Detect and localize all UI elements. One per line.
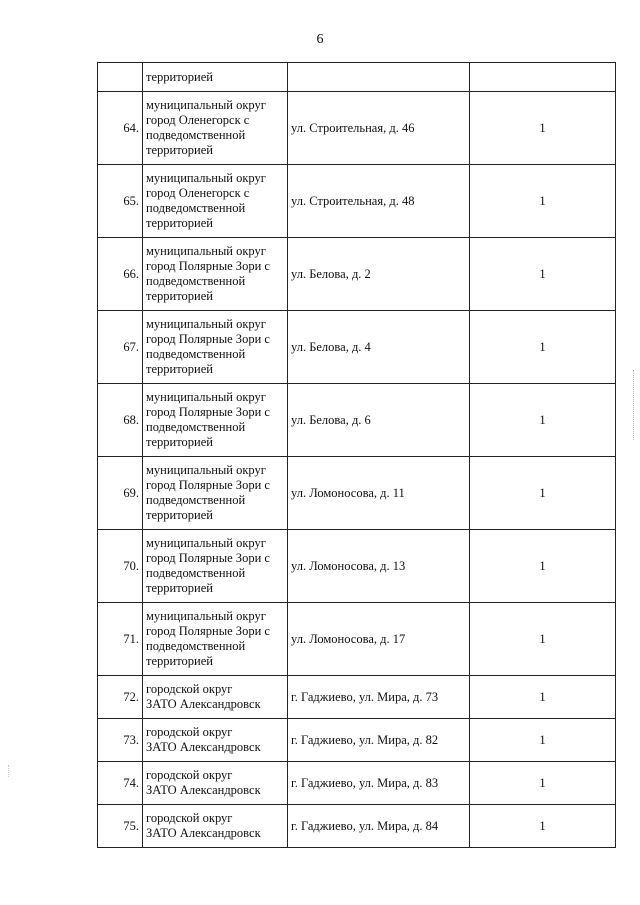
- row-number: 75.: [98, 805, 143, 848]
- municipality-cell: городской округ ЗАТО Александровск: [143, 676, 288, 719]
- table-row: [98, 63, 616, 92]
- quantity-cell: 1: [470, 238, 616, 311]
- row-number: 67.: [98, 311, 143, 384]
- municipality-cell: городской округ ЗАТО Александровск: [143, 762, 288, 805]
- table-row: [98, 238, 616, 311]
- quantity-cell: 1: [470, 805, 616, 848]
- quantity-cell: 1: [470, 530, 616, 603]
- table-row: [98, 805, 616, 848]
- quantity-cell: 1: [470, 92, 616, 165]
- table-row: [98, 719, 616, 762]
- municipality-cell: муниципальный округ город Оленегорск с подведомственной территорией: [143, 165, 288, 238]
- address-cell: г. Гаджиево, ул. Мира, д. 83: [288, 762, 470, 805]
- municipality-cell: городской округ ЗАТО Александровск: [143, 805, 288, 848]
- address-cell: ул. Белова, д. 6: [288, 384, 470, 457]
- row-number: 64.: [98, 92, 143, 165]
- row-number: 73.: [98, 719, 143, 762]
- quantity-cell: 1: [470, 719, 616, 762]
- registry-table: [97, 62, 616, 848]
- quantity-cell: 1: [470, 165, 616, 238]
- row-number: 72.: [98, 676, 143, 719]
- row-number: 74.: [98, 762, 143, 805]
- quantity-cell: 1: [470, 384, 616, 457]
- quantity-cell: 1: [470, 676, 616, 719]
- quantity-cell: 1: [470, 762, 616, 805]
- municipality-cell: муниципальный округ город Оленегорск с подведомственной территорией: [143, 92, 288, 165]
- row-number: 69.: [98, 457, 143, 530]
- municipality-cell: территорией: [143, 63, 288, 92]
- row-number: 71.: [98, 603, 143, 676]
- address-cell: ул. Строительная, д. 48: [288, 165, 470, 238]
- address-cell: ул. Ломоносова, д. 13: [288, 530, 470, 603]
- address-cell: ул. Белова, д. 2: [288, 238, 470, 311]
- address-cell: ул. Белова, д. 4: [288, 311, 470, 384]
- row-number: 70.: [98, 530, 143, 603]
- row-number: 65.: [98, 165, 143, 238]
- address-cell: г. Гаджиево, ул. Мира, д. 73: [288, 676, 470, 719]
- municipality-cell: городской округ ЗАТО Александровск: [143, 719, 288, 762]
- table-row: [98, 457, 616, 530]
- quantity-cell: 1: [470, 457, 616, 530]
- address-cell: ул. Ломоносова, д. 17: [288, 603, 470, 676]
- table-row: [98, 92, 616, 165]
- table-row: [98, 165, 616, 238]
- municipality-cell: муниципальный округ город Полярные Зори с подведомственной территорией: [143, 530, 288, 603]
- table-row: [98, 530, 616, 603]
- address-cell: г. Гаджиево, ул. Мира, д. 82: [288, 719, 470, 762]
- municipality-cell: муниципальный округ город Полярные Зори с подведомственной территорией: [143, 603, 288, 676]
- table-row: [98, 603, 616, 676]
- address-cell: ул. Строительная, д. 46: [288, 92, 470, 165]
- row-number: 68.: [98, 384, 143, 457]
- table-row: [98, 676, 616, 719]
- scan-margin-mark: [8, 765, 11, 777]
- quantity-cell: [470, 63, 616, 92]
- scan-margin-mark: [633, 370, 637, 440]
- row-number: [98, 63, 143, 92]
- address-cell: г. Гаджиево, ул. Мира, д. 84: [288, 805, 470, 848]
- address-cell: ул. Ломоносова, д. 11: [288, 457, 470, 530]
- municipality-cell: муниципальный округ город Полярные Зори с подведомственной территорией: [143, 238, 288, 311]
- municipality-cell: муниципальный округ город Полярные Зори с подведомственной территорией: [143, 311, 288, 384]
- quantity-cell: 1: [470, 311, 616, 384]
- address-cell: [288, 63, 470, 92]
- quantity-cell: 1: [470, 603, 616, 676]
- row-number: 66.: [98, 238, 143, 311]
- municipality-cell: муниципальный округ город Полярные Зори с подведомственной территорией: [143, 457, 288, 530]
- municipality-cell: муниципальный округ город Полярные Зори с подведомственной территорией: [143, 384, 288, 457]
- table-row: [98, 762, 616, 805]
- table-row: [98, 311, 616, 384]
- table-row: [98, 384, 616, 457]
- page-number: 6: [316, 32, 324, 47]
